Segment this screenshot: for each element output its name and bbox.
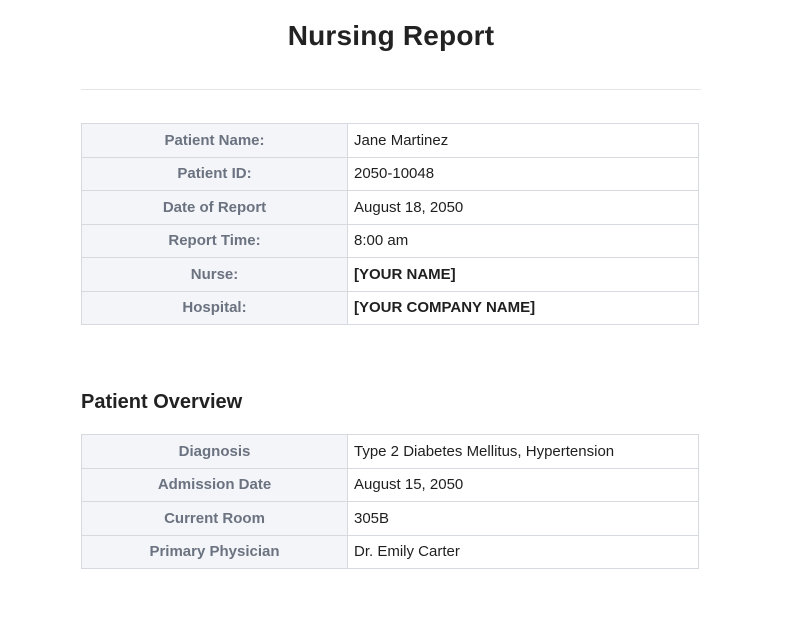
hospital-label: Hospital: [82, 291, 348, 325]
report-date-value: August 18, 2050 [348, 191, 699, 225]
table-row-current-room [82, 502, 699, 536]
table-row-patient-name [82, 124, 699, 158]
current-room-label: Current Room [82, 502, 348, 536]
report-date-label: Date of Report [82, 191, 348, 225]
patient-overview-heading: Patient Overview [81, 391, 243, 413]
table-row-report-date [82, 191, 699, 225]
patient-name-value: Jane Martinez [348, 124, 699, 158]
report-time-value: 8:00 am [348, 224, 699, 258]
patient-id-label: Patient ID: [82, 157, 348, 191]
admission-date-label: Admission Date [82, 468, 348, 502]
table-row-primary-physician [82, 535, 699, 569]
table-row-nurse [82, 258, 699, 292]
primary-physician-value: Dr. Emily Carter [348, 535, 699, 569]
admission-date-value: August 15, 2050 [348, 468, 699, 502]
table-row-report-time [82, 224, 699, 258]
hospital-value: [YOUR COMPANY NAME] [348, 291, 699, 325]
table-row-hospital [82, 291, 699, 325]
diagnosis-value: Type 2 Diabetes Mellitus, Hypertension [348, 435, 699, 469]
table-row-patient-id [82, 157, 699, 191]
primary-physician-label: Primary Physician [82, 535, 348, 569]
patient-overview-table [81, 434, 699, 569]
diagnosis-label: Diagnosis [82, 435, 348, 469]
nurse-value: [YOUR NAME] [348, 258, 699, 292]
report-time-label: Report Time: [82, 224, 348, 258]
patient-name-label: Patient Name: [82, 124, 348, 158]
table-row-admission-date [82, 468, 699, 502]
current-room-value: 305B [348, 502, 699, 536]
nurse-label: Nurse: [82, 258, 348, 292]
page-title: Nursing Report [287, 20, 495, 51]
patient-id-value: 2050-10048 [348, 157, 699, 191]
title-divider [81, 89, 701, 90]
table-row-diagnosis [82, 435, 699, 469]
patient-info-table [81, 123, 699, 325]
